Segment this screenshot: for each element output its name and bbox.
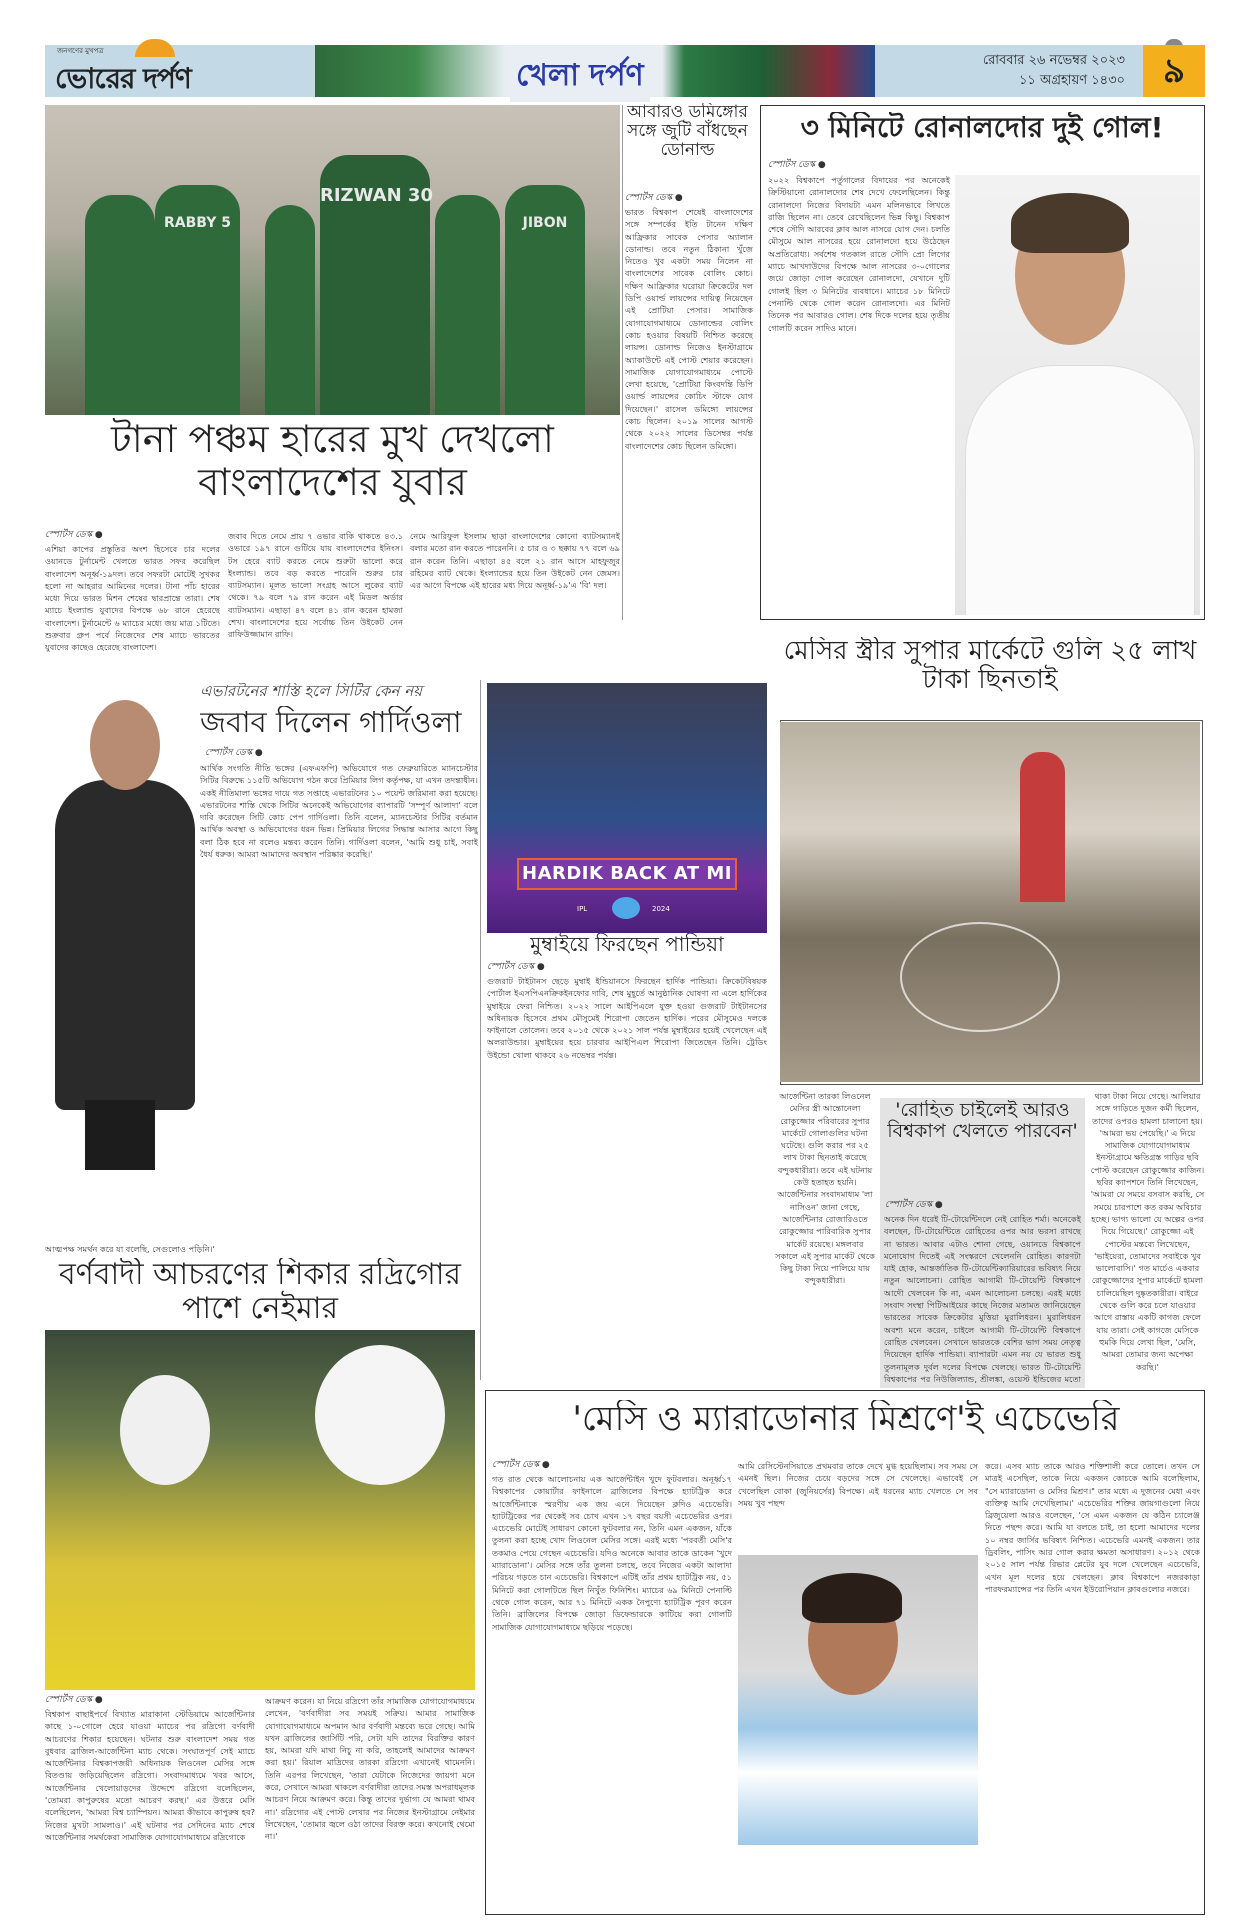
masthead (45, 45, 1205, 97)
jersey-label: RABBY 5 (164, 215, 231, 231)
article-body-echeverri-left: গত রাত থেকে আলোচনায় এক আর্জেন্টাইন খুদে ফুটবলার। অনূর্ধ্ব১৭ বিশ্বকাপের কোয়ার্টার ফাইনালে ব্রাজিলের বিপক্ষে হ্যাটট্রিক করে আর্জেন্টিনাকে স্মরণীয় এক জয় এনে দিয়েছেন ক্লদিও এচেভেরি। হ্যাটট্রিকের পর থেকেই সব চোখ এখন ১৭ বছর বয়সী এচেভেরির ওপর। এচেভেরি মোটেই সাধারণ কোনো ফুটবলার নন, তিনি এমন একজন, যাঁকে তুলনা করা হচ্ছে খোদ লিওনেল মেসির সঙ্গে। এরই মধ্যে 'পরবর্তী মেসি'র তকমাও পেয়ে গেছেন এচেভেরি। যদিও অনেকে আবার তাকে ডাকেন 'খুদে ম্যারাডোনা'। মেসির সঙ্গে তাঁর তুলনা চলছে, তবে নিজের একটা আলাদা পরিচয় গড়তে চান এচেভেরি। বিশ্বকাপে এটিই তাঁর প্রথম হ্যাটট্রিক নয়, ৫১ মিনিটে করা গোলটিতে ছিল নিখুঁত ফিনিশিং। ম্যাচের ৬৯ মিনিটে পেনাল্টি থেকে গোল করেন, আর ৭১ মিনিটে একক নৈপুণ্যে হ্যাটট্রিক পূরণ করেন তিনি। ব্রাজিলের বিপক্ষে জোড়া ডিফেন্ডারকে কাটিয়ে করা গোলটি সামাজিক যোগাযোগমাধ্যমে ছড়িয়ে পড়েছে। (492, 1474, 732, 1632)
jersey-label: JIBON (522, 215, 568, 231)
article-body-echeverri-right: করে। এসব ম্যাচ তাকে আরও শক্তিশালী করে তোলে। তখন সে মাত্রই এসেছিল, তাকে নিয়ে একজন কোচকে আমি বলেছিলাম, "সে ম্যারাডোনা ও মেসির মিশ্রণ।" তার মধ্যে এ দুজনের মেধা এবং ব্যক্তিত্ব আমি দেখেছিলাম।' এচেভেরির শক্তির জায়গাগুলো নিয়ে ব্রিজুয়েলা আরও বলেছেন, 'সে এমন একজন যে কঠিন চ্যালেঞ্জ নিতে পছন্দ করে। আমি যা বলতে চাই, তা হলো আমাদের দলের ১০ নম্বর জার্সির ভবিষ্যৎ নিশ্চিত। এচেভেরি এমনই একজন। তার ড্রিবলিং, পাসিং আর গোল করার ক্ষমতা অসাধারণ। ২০১২ থেকে ২০১৫ সাল পর্যন্ত রিভার প্লেটের যুব দলে খেলেছেন এচেভেরি, এখন মূল দলের হয়ে খেলছেন। ক্লাব বিশ্বকাপে নজরকাড়া পারফরম্যান্সের পর তিনি এখন ইউরোপিয়ান ক্লাবগুলোর নজরে। (985, 1461, 1200, 1594)
bangladesh-u19-team-photo (45, 105, 620, 415)
date-english: রোববার ২৬ নভেম্বর ২০২৩ (982, 53, 1125, 68)
column-divider (480, 680, 481, 1380)
section-title: খেলা দর্পণ (510, 51, 650, 102)
headline-messi-wife[interactable]: মেসির স্ত্রীর সুপার মার্কেটে গুলি ২৫ লাখ টাকা ছিনতাই (783, 637, 1197, 696)
byline: স্পোর্টস ডেস্ক ● (768, 160, 826, 170)
guardiola-coat (55, 780, 195, 1110)
echeverri-hair (802, 1573, 902, 1623)
guardiola-photo (45, 700, 195, 1170)
shattered-glass (900, 922, 1060, 1032)
hardik-pandya-photo (487, 683, 767, 933)
article-body-tana-2: জবাব দিতে নেমে প্রায় ৭ ওভার বাকি থাকতে ৪৩.১ ওভারে ১৯৭ রানে গুটিয়ে যায় বাংলাদেশের ইনিংস। টস হেরে ব্যাট করতে নেমে শুরুটা ভালো করে ইংল্যান্ড। তবে বড় করতে পারেনি শুরুর চার ব্যাটসম্যান। মূলত ভালো সংগ্রহ আসে লুকের ব্যাট থেকে। ৭৯ বলে ৭৯ রান করেন এই মিডল অর্ডার ব্যাটসম্যান। এছাড়া ৪৭ বলে ৪১ রান করেন হামজা শেখ। বাংলাদেশের হয়ে সর্বোচ্চ তিন উইকেট নেন রাফিউজ্জামান রাফি। (228, 531, 403, 640)
player-figure (85, 195, 155, 415)
article-body-tana: এশিয়া কাপের প্রস্তুতির অংশ হিসেবে চার দলের ওয়ানডে টুর্নামেন্ট খেলতে ভারত সফর করেছিল বাংলাদেশ অনূর্ধ্ব-১৯দল। তবে সফরটা মোটেই সুখকর হলো না আহরার আমিনের দলের। টানা পাঁচ হারের মধ্যে দিয়ে ভারত মিশন শেষের দ্বারপ্রান্তে তারা। শেষ ম্যাচে ইংল্যান্ড যুবাদের বিপক্ষে ৬৮ রানে হেরেছে বাংলাদেশ। টুর্নামেন্টে ৬ ম্যাচের মধ্যে জয় মাত্র ১টিতে। শুক্রবার গ্রুপ পর্বে নিজেদের শেষ ম্যাচে ভারতের যুবাদের কাছেও হেরেছে বাংলাদেশ। (45, 544, 220, 653)
article-body-neymar-left: বিশ্বকাপ বাছাইপর্বে বিখ্যাত মারাকানা স্টেডিয়ামে আর্জেন্টিনার কাছে ১-০গোলে হেরে যাওয়া ম্যাচের পর রদ্রিগো বর্ণবাদী আচরণের শিকার হয়েছেন। ঘটনার শুরু বাংলাদেশ সময় গত বুধবার ব্রাজিল-আর্জেন্টিনা ম্যাচ থেকে। সংঘাতপূর্ণ সেই ম্যাচে আর্জেন্টিনার বিশ্বকাপজয়ী অধিনায়ক লিওনেল মেসির সঙ্গে বিতণ্ডায় জড়িয়েছিলেন রদ্রিগো। সংবাদমাধ্যমে খবর আসে, আর্জেন্টিনার খেলোয়াড়দের উদ্দেশে রদ্রিগো বলেছিলেন, 'তোমরা কাপুরুষের মতো আচরণ করছ।' এর উত্তরে মেসি বলেছিলেন, 'আমরা বিশ্ব চ্যাম্পিয়ন। আমরা কীভাবে কাপুরুষ হব? নিজের মুখটা সামলাও।' এই ঘটনার পর সেদিনের ম্যাচ শেষে আর্জেন্টিনার সমর্থকেরা সামাজিক যোগাযোগমাধ্যমে রদ্রিগোকে (45, 1709, 255, 1842)
article-body-hardik: গুজরাট টাইটানস ছেড়ে মুম্বাই ইন্ডিয়ানসে ফিরছেন হার্দিক পান্ডিয়া। ক্রিকেটবিষয়ক পোর্টাল ইএসপিএনক্রিকইনফোর দাবি, শেষ মুহূর্তে আনুষ্ঠানিক ঘোষণা না এলে হার্দিকের মুম্বাইয়ে ফেরা নিশ্চিত। ২০২২ সালে আইপিএলে যুক্ত হওয়া গুজরাট টাইটানসের অধিনায়ক হিসেবে প্রথম মৌসুমেই শিরোপা জেতেন হার্দিক। পরের মৌসুমেও দলকে ফাইনালে তোলেন। তবে ২০১৫ থেকে ২০২১ সাল পর্যন্ত মুম্বাইয়ের হয়েই খেলেছেন এই অলরাউন্ডার। মুম্বাইয়ের হয়ে চারবার আইপিএল শিরোপা জিতেছেন তিনি। ট্রেডিং উইন্ডো খোলা থাকবে ২৬ নভেম্বর পর্যন্ত। (487, 976, 767, 1060)
article-body-neymar-right: আক্রমণ করেন। যা নিয়ে রদ্রিগো তাঁর সামাজিক যোগাযোগমাধ্যমে লেখেন, 'বর্ণবাদীরা সব সময়ই সক্রিয়। আমার সামাজিক যোগাযোগমাধ্যমে অপমান আর বর্ণবাদী মন্তব্যে ভরে গেছে। আমি যখন ব্রাজিলের জার্সিটি পরি, সেটা যদি তাদের বিরক্তির কারণ হয়, আমরা যদি মাথা নিচু না করি, তাহলেই আমাদের আক্রমণ করা হয়।' রিয়াল মাদ্রিদের তারকা রদ্রিগো এখানেই থামেননি। তিনি এরপর লিখেছেন, 'তারা যেটাকে নিজেদের জায়গা মনে করে, সেখানে আমরা থাকলে বর্ণবাদীরা তাদের সমস্ত অপরাধমূলক আচরণ নিয়ে আক্রমণ করে। কিন্তু তাদের দুর্ভাগ্য যে আমরা থামব না।' রদ্রিগোর এই পোস্ট লেখার পর নিজের ইনস্টাগ্রামে নেইমার লিখেছেন, 'তোমার জ্বলে ওঠা তাদের বিরক্ত করে। কখনোই থেমো না।' (265, 1696, 475, 1842)
page-number: ৯ (1143, 45, 1205, 97)
kicker-guardiola: এভারটনের শাস্তি হলে সিটির কেন নয় (200, 683, 423, 700)
headline-neymar[interactable]: বর্ণবাদী আচরণের শিকার রদ্রিগোর পাশে নেইমার (58, 1258, 462, 1326)
headline-donald[interactable]: আবারও ডমিঙ্গোর সঙ্গে জুটি বাঁধছেন ডোনাল্ড (627, 103, 748, 161)
ronaldo-photo (955, 175, 1200, 615)
ipl-label: IPL (577, 905, 588, 913)
headline-hardik[interactable]: মুম্বাইয়ে ফিরছেন পান্ডিয়া (530, 933, 724, 956)
byline: স্পোর্টস ডেস্ক ● (205, 748, 263, 758)
article-body-messi-wife-left: আর্জেন্টিনা তারকা লিওনেল মেসির স্ত্রী আন্তোনেলা রোকুজ্জোর পরিবারের সুপার মার্কেটে গোলাগুলির ঘটনা ঘটেছে। গুলি করার পর ২৫ লাখ টাকা ছিনতাই করেছে বন্দুকধারীরা। তবে এই ঘটনায় কেউ হতাহত হয়নি। আর্জেন্টিনার সংবাদমাধ্যম 'লা নাসিওন' জানা গেছে, আর্জেন্টিনার রোজারিওতে রোকুজ্জোর পারিবারিক সুপার মার্কেট রয়েছে। মঙ্গলবার সকালে এই সুপার মার্কেট থেকে কিছু টাকা নিয়ে পালিয়ে যায় বন্দুকধারীরা। (775, 1091, 875, 1286)
byline: স্পোর্টস ডেস্ক ● (45, 1695, 103, 1705)
player-figure (155, 185, 240, 415)
guardiola-legs (85, 1100, 155, 1170)
byline: স্পোর্টস ডেস্ক ● (885, 1200, 943, 1210)
worker-figure (1020, 752, 1065, 902)
echeverri-photo (738, 1555, 978, 1845)
rodrygo-head (120, 1375, 210, 1485)
article-body-ronaldo: ২০২২ বিশ্বকাপে পর্তুগালের বিদায়ের পর অনেকেই ক্রিস্টিয়ানো রোনালদোর শেষ দেখে ফেলেছিলেন। কিন্তু রোনালদো নিজের বিদায়টা এমন মলিনভাবে লিখতে রাজি ছিলেন না। তেবে রেখেছিলেন ভিন্ন কিছু। বিশ্বকাপ শেষে সৌদি আরবের ক্লাব আল নাসরে যোগ দেন। চলতি মৌসুমে আল নাসরের হয়ে রোনালদো হয়ে উঠেছেন অপ্রতিরোধ্য। সর্বশেষ গতকাল রাতে সৌদি প্রো লিগের ম্যাচে আখদাউদের বিপক্ষে আল নাসরের ৩-০গোলের জয়ে জোড়া গোল করেছেন রোনালদো, যেখানে দুটি গোলই ছিল ৩ মিনিটের ব্যবধানে। ম্যাচের ১৮ মিনিটে পেনাল্টি থেকে গোল করেন রোনালদো। এর মিনিট তিনেক পর আবারও গোল। শেষ দিকে দলের হয়ে তৃতীয় গোলটি করেন সাদিও মানে। (768, 175, 950, 333)
article-body-guardiola-end: আত্মপক্ষ সমর্থন করে যা বলেছি, সেগুলোও পড়িনি।' (45, 1244, 215, 1254)
byline: স্পোর্টস ডেস্ক ● (45, 530, 103, 540)
sports-banner-image (315, 45, 875, 97)
article-body-echeverri-mid: আমি রেসিস্টেনসিয়াতে প্রথমবার তাকে দেখে মুগ্ধ হয়েছিলাম। সব সময় সে এমনই ছিল। নিজের চেয়ে বড়দের সঙ্গে সে খেলেছে। এভাবেই সে খেলেছিল বোকা (জুনিয়র্সের) বিপক্ষে। এই ধরনের ম্যাচ খেলতে সে সব সময় খুব পছন্দ (738, 1461, 978, 1508)
hardik-banner: HARDIK BACK AT MI (517, 858, 737, 890)
article-body-guardiola: আর্থিক সংগতি নীতি ভঙ্গের (এফএফপি) অভিযোগে গত ফেব্রুয়ারিতে ম্যানচেস্টার সিটির বিরুদ্ধে ১১৫টি অভিযোগ গঠন করে প্রিমিয়ার লিগ কর্তৃপক্ষ, যা এখন তদন্তাধীন। একই নীতিমালা ভঙ্গের দায়ে গত সপ্তাহে এভারটনের ১০ পয়েন্ট জরিমানা করা হয়েছে। এভারটনের শাস্তি থেকে সিটির অনেকেই অভিযোগের ব্যাপারটি 'সম্পূর্ণ আলাদা' বলে দাবি করেছেন সিটি কোচ পেপ গার্দিওলা। তিনি বলেন, ম্যানচেস্টার সিটির বর্তমান আর্থিক অবস্থা ও অভিযোগের ধরন ভিন্ন। প্রিমিয়ার লিগের সিদ্ধান্ত আসার আগে কিছু বলা ঠিক হবে না বলেও মন্তব্য করেন তিনি। গার্দিওলা বলেন, 'আমি শুধু চাই, সবাই ধৈর্য ধরুক। আমরা আমাদের অবস্থান পরিষ্কার করেছি।' (200, 763, 478, 860)
headline-rohit[interactable]: 'রোহিত চাইলেই আরও বিশ্বকাপ খেলতে পারবেন' (887, 1100, 1078, 1143)
espn-logo-icon (612, 897, 640, 919)
player-figure (320, 155, 433, 415)
ronaldo-hair (1011, 193, 1129, 253)
article-body-messi-wife-right: থাকা টাকা নিয়ে গেছে। আলিয়ার সঙ্গে গাড়িতে দুজন কর্মী ছিলেন, তাদের ওপরও হামলা চালানো হয়। 'আমরা ভয় পেয়েছি।' এ নিয়ে সামাজিক যোগাযোগমাধ্যম ইনস্টাগ্রামে ক্ষতিগ্রস্ত গাড়ির ছবি পোস্ট করেছেন রোকুজ্জোর কাজিন। ছবির ক্যাপশনে তিনি লিখেছেন, 'আমরা যে সময়ে বসবাস করছি, সে সময়ে চারপাশে কত রকম অবিচার হচ্ছে। ভাগ্য ভালো যে অল্পের ওপর দিয়ে গিয়েছে।' রোকুজ্জো এই পোস্টের মন্তব্যে লিখেছেন, 'ভাইয়েরা, তোমাদের সবাইকে খুব ভালোবাসি।' গত মার্চেও একবার রোকুজ্জোদের সুপার মার্কেটে হামলা চালিয়েছিল দুষ্কৃতকারীরা। বাইরে থেকে গুলি করে চলে যাওয়ার আগে রাস্তায় একটি কাগজ ফেলে যায় তারা। সেই কাগজে মেসিকে হুমকি দিয়ে লেখা ছিল, 'মেসি, আমরা তোমার জন্য অপেক্ষা করছি।' (1090, 1091, 1205, 1372)
headline-echeverri[interactable]: 'মেসি ও ম্যারাডোনার মিশ্রণে'ই এচেভেরি (572, 1400, 1120, 1439)
supermarket-photo (780, 722, 1200, 1082)
headline-ronaldo[interactable]: ৩ মিনিটে রোনালদোর দুই গোল! (800, 112, 1164, 144)
byline: স্পোর্টস ডেস্ক ● (487, 962, 545, 972)
byline: স্পোর্টস ডেস্ক ● (625, 193, 683, 203)
article-body-rohit: অনেক দিন ধরেই টি-টোয়েন্টিদলে নেই রোহিত শর্মা। অনেকেই বলছেন, টি-টোয়েন্টিতে রোহিতের ওপর আর ভরসা রাখছে না ভারত। আবার এটাও শোনা গেছে, ওয়ানডে বিশ্বকাপে মনোযোগ দিতেই এই সংস্করণে খেলেননি রোহিত। কারণটা যাই হোক, আন্তর্জাতিক টি-টোয়েন্টিক্যারিয়ারের ভবিষ্যৎ নিয়ে নতুন আলোচনা। রোহিত আগামী টি-টোয়েন্টি বিশ্বকাপে আদৌ খেলবেন কি না, এমন আলোচনা চলছে। এরই মধ্যে সংবাদ সংস্থা পিটিআইয়ের কাছে নিজের মতামত জানিয়েছেন ভারতের সাবেক ক্রিকেটার মুত্তিয়া মুরালিধরন। মুরালিধরন অবশ্য মনে করেন, চাইলে আগামী টি-টোয়েন্টি বিশ্বকাপে রোহিত খেলবেন। সেখানে ভারতকে বেশির ভাগ সময় নেতৃত্ব দিয়েছেন হার্দিক পান্ডিয়া। ব্যাপারটা এমন নয় যে ভারত শুধু তুলনামূলক দুর্বল দলের বিপক্ষে খেলছে। ভারত টি-টোয়েন্টি বিশ্বকাপের পর নিউজিল্যান্ড, শ্রীলঙ্কা, ওয়েস্ট ইন্ডিজের মতো (884, 1214, 1081, 1384)
sun-logo-icon (135, 39, 175, 57)
player-figure (265, 205, 315, 415)
player-figure (505, 185, 585, 415)
headline-guardiola[interactable]: জবাব দিলেন গার্দিওলা (200, 706, 462, 739)
newspaper-brand[interactable]: ভোরের দর্পণ (55, 62, 191, 95)
guardiola-face (90, 700, 160, 790)
year-label: 2024 (652, 905, 670, 913)
jersey-label: RIZWAN 30 (320, 185, 433, 206)
brand-tagline: জনগণের মুখপত্র (57, 47, 104, 55)
neymar-head (315, 1345, 445, 1485)
headline-tana[interactable]: টানা পঞ্চম হারের মুখ দেখলো বাংলাদেশের যুবার (111, 418, 554, 504)
article-body-donald: ভারত বিশ্বকাপ শেষেই বাংলাদেশের সঙ্গে সম্পর্কের ইতি টানেন দক্ষিণ আফ্রিকার সাবেক পেসার অ্যালান ডোনাল্ড। তবে নতুন ঠিকানা খুঁজে নিতেও খুব একটা সময় নিলেন না বাংলাদেশের সাবেক বোলিং কোচ। দক্ষিণ আফ্রিকার ঘরোয়া ক্রিকেটের দল ডিপি ওয়ার্ল্ড লায়ন্সের দায়িত্ব নিয়েছেন এই প্রোটিয়া পেসার। সামাজিক যোগাযোগমাধ্যমে ডোনাল্ডের বোলিং কোচ হওয়ার বিষয়টি নিশ্চিত করেছে লায়ন্স। ডোনাল্ড নিজেও ইনস্টাগ্রামে অ্যাকাউন্টে এই পোস্ট শেয়ার করেছেন। সামাজিক যোগাযোগমাধ্যমে পোস্টে লেখা হয়েছে, 'প্রোটিয়া কিংবদন্তি ডিপি ওয়ার্ল্ড লায়ন্সের কোচিং স্টাফে যোগ দিয়েছেন।' রাসেল ডমিঙ্গো লায়ন্সের কোচ ছিলেন। ২০১৯ সালের আগস্ট থেকে ২০২২ সালের ডিসেম্বর পর্যন্ত বাংলাদেশের কোচ ছিলেন ডমিঙ্গো। (625, 207, 753, 451)
article-body-tana-3: নেমে আরিফুল ইসলাম ছাড়া বাংলাদেশের কোনো ব্যাটসম্যানই বলার মতো রান করতে পারেননি। ৫ চার ও ৩ ছক্কায় ৭৭ বলে ৬৯ রান করেন তিনি। এছাড়া ৪৫ বলে ২১ রান আসে মাহফুজুর রহিমের ব্যাট থেকে। ইংল্যান্ডের হয়ে তিন উইকেট নেন জেমস। এর আগে বিপক্ষে এই হারের মধ্য দিয়ে অনূর্ধ্ব-১৯'এ 'বি' দল। (410, 531, 620, 591)
byline: স্পোর্টস ডেস্ক ● (492, 1460, 550, 1470)
player-figure (435, 195, 500, 415)
column-divider (622, 105, 623, 620)
date-bangla: ১১ অগ্রহায়ণ ১৪৩০ (1018, 73, 1125, 88)
neymar-rodrygo-photo (45, 1330, 475, 1690)
ronaldo-shirt (965, 365, 1195, 615)
